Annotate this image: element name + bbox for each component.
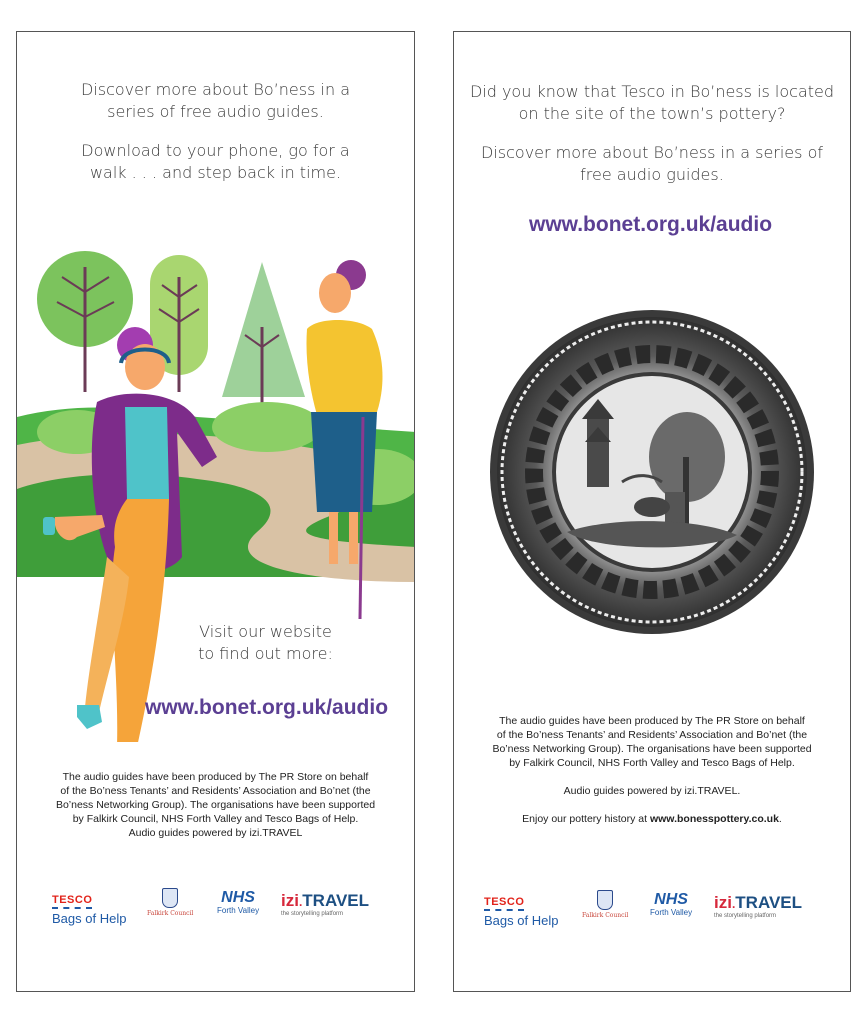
right-sponsor-logos: [454, 892, 850, 932]
left-visit-line-2: to find out more:: [198, 644, 333, 663]
travel-wordmark: TRAVEL: [302, 891, 370, 910]
enjoy-prefix: Enjoy our pottery history at: [522, 813, 650, 825]
left-intro-line-4: walk . . . and step back in time.: [89, 163, 342, 182]
falkirk-council-logo: [582, 890, 628, 919]
right-intro-line-4: free audio guides.: [580, 165, 724, 184]
left-credits-text: [17, 770, 414, 840]
left-visit-text: [117, 621, 414, 665]
bags-of-help-text: Bags of Help: [484, 913, 559, 928]
falkirk-council-text: Falkirk Council: [147, 910, 194, 917]
right-credits-line-2: of the Bo’ness Tenants’ and Residents’ Association and Bo’net (the: [496, 729, 808, 741]
left-credits-line-1: The audio guides have been produced by The PR Store on behalf: [62, 771, 369, 783]
nhs-forth-valley-logo: [650, 892, 692, 917]
tesco-bags-of-help-logo: [52, 890, 126, 926]
right-intro-text: [454, 81, 850, 186]
left-credits-line-3: Bo’ness Networking Group). The organisations have been supported: [55, 799, 376, 811]
right-intro-line-3: Discover more about Bo’ness in a series of: [481, 143, 823, 162]
nhs-forth-valley-logo: [217, 890, 259, 915]
left-intro-line-2: series of free audio guides.: [107, 102, 324, 121]
izi-dot: .: [298, 895, 303, 909]
tesco-wordmark: TESCO: [484, 896, 524, 911]
left-intro-line-3: Download to your phone, go for a: [81, 141, 350, 160]
tesco-wordmark: TESCO: [52, 894, 92, 909]
izi-tagline: the storytelling platform: [281, 911, 344, 917]
left-sponsor-logos: [17, 890, 414, 930]
pottery-website-link[interactable]: www.bonesspottery.co.uk: [649, 813, 779, 825]
right-powered-by: Audio guides powered by izi.TRAVEL.: [563, 785, 741, 797]
forth-valley-text: Forth Valley: [650, 908, 693, 917]
nhs-wordmark: NHS: [654, 891, 688, 908]
right-intro-line-2: on the site of the town’s pottery?: [518, 104, 786, 123]
right-website-link[interactable]: www.bonet.org.uk/audio: [529, 213, 773, 236]
right-intro-line-1: Did you know that Tesco in Bo’ness is located: [469, 82, 835, 101]
right-enjoy-line: [454, 812, 850, 826]
enjoy-suffix: .: [778, 813, 782, 825]
falkirk-crest-icon: [597, 890, 613, 910]
right-credits-line-4: by Falkirk Council, NHS Forth Valley and Tesco Bags of Help.: [509, 757, 795, 769]
right-credits-text: [454, 714, 850, 826]
left-intro-line-1: Discover more about Bo’ness in a: [80, 80, 350, 99]
right-credits-line-1: The audio guides have been produced by The PR Store on behalf: [499, 715, 805, 727]
right-credits-line-3: Bo’ness Networking Group). The organisations have been supported: [492, 743, 812, 755]
left-intro-text: [17, 79, 414, 184]
izi-tagline: the storytelling platform: [714, 913, 777, 919]
forth-valley-text: Forth Valley: [217, 906, 260, 915]
left-credits-line-5: Audio guides powered by izi.TRAVEL: [128, 827, 303, 839]
left-visit-line-1: Visit our website: [199, 622, 332, 641]
pottery-plate-image: [487, 307, 817, 637]
left-leaflet-panel: [16, 31, 415, 992]
left-website-link[interactable]: www.bonet.org.uk/audio: [145, 696, 389, 719]
bags-of-help-text: Bags of Help: [52, 911, 127, 926]
left-credits-line-2: of the Bo’ness Tenants’ and Residents’ Association and Bo’net (the: [60, 785, 371, 797]
tesco-bags-of-help-logo: [484, 892, 558, 928]
izi-travel-logo: [714, 894, 802, 919]
izi-wordmark: izi: [714, 893, 732, 912]
falkirk-council-logo: [147, 888, 193, 917]
izi-dot: .: [731, 897, 736, 911]
travel-wordmark: TRAVEL: [735, 893, 803, 912]
left-credits-line-4: by Falkirk Council, NHS Forth Valley and Tesco Bags of Help.: [72, 813, 359, 825]
izi-travel-logo: [281, 892, 369, 917]
izi-wordmark: izi: [281, 891, 299, 910]
right-leaflet-panel: [453, 31, 851, 992]
falkirk-crest-icon: [162, 888, 178, 908]
nhs-wordmark: NHS: [221, 889, 255, 906]
falkirk-council-text: Falkirk Council: [582, 912, 629, 919]
